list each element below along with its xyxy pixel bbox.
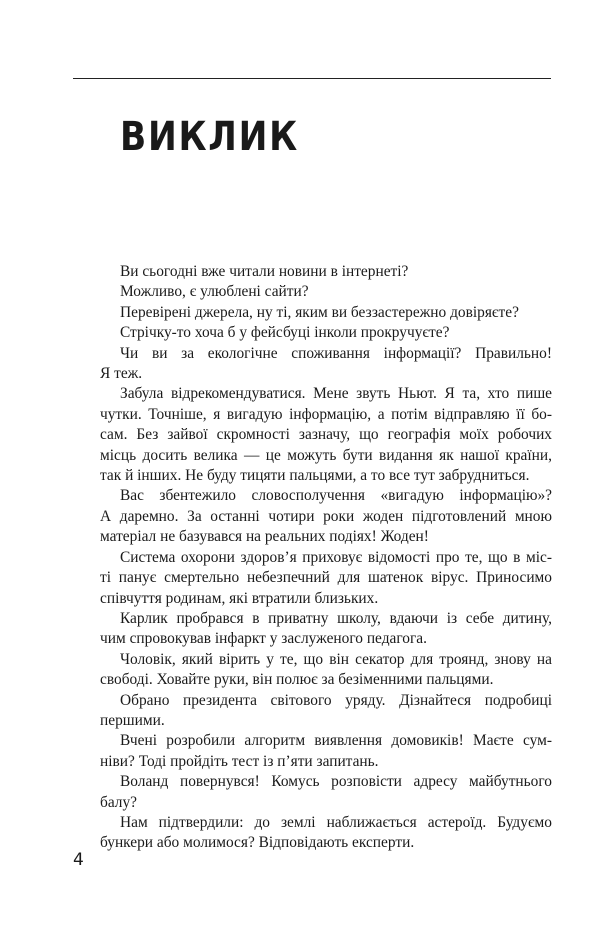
paragraph bbox=[100, 813, 552, 854]
chapter-title: ВИКЛИК bbox=[120, 114, 299, 160]
paragraph bbox=[100, 344, 552, 385]
text-line: свободі. Ховайте руки, він полює за безіменними пальцями. bbox=[100, 671, 494, 689]
text-line: співчуття родинам, які втратили близьких. bbox=[100, 589, 379, 607]
text-line: Перевірені джерела, ну ті, яким ви беззастережно довіряєте? bbox=[120, 303, 519, 321]
paragraph bbox=[100, 731, 552, 772]
paragraph bbox=[100, 548, 552, 609]
text-line: Вас збентежило словосполучення «вигадую інформацію»? bbox=[120, 487, 552, 505]
text-line: першими. bbox=[100, 711, 165, 729]
text-line: місць досить велика — це можуть бути видання як нашої країни, bbox=[100, 446, 552, 464]
paragraph bbox=[100, 772, 552, 813]
text-line: матеріал не базувався на реальних подіях! Жоден! bbox=[100, 528, 429, 546]
text-line: чим спровокував інфаркт у заслуженого педагога. bbox=[100, 630, 427, 648]
text-line: ті панує смертельно небезпечний для шатенок вірус. Приносимо bbox=[100, 569, 552, 587]
paragraph bbox=[120, 282, 552, 302]
paragraph bbox=[120, 323, 552, 343]
paragraph bbox=[100, 691, 552, 732]
text-line: А даремно. За останні чотири роки жоден підготовлений мною bbox=[100, 507, 552, 525]
paragraph bbox=[100, 609, 552, 650]
paragraph bbox=[120, 303, 552, 323]
text-line: Забула відрекомендуватися. Мене звуть Ньют. Я та, хто пише bbox=[120, 385, 552, 403]
text-line: Вчені розробили алгоритм виявлення домовиків! Маєте сум- bbox=[120, 732, 552, 750]
text-line: балу? bbox=[100, 793, 138, 811]
text-line: Обрано президента світового уряду. Дізнайтеся подробиці bbox=[120, 691, 552, 709]
text-line: ніви? Тоді пройдіть тест із п’яти запитань. bbox=[100, 752, 379, 770]
paragraph bbox=[100, 384, 552, 486]
paragraph bbox=[100, 650, 552, 691]
text-line: Можливо, є улюблені сайти? bbox=[120, 283, 309, 301]
top-rule bbox=[73, 78, 551, 79]
text-line: Карлик пробрався в приватну школу, вдаючи із себе дитину, bbox=[120, 609, 552, 627]
text-line: Я теж. bbox=[100, 365, 143, 383]
paragraph bbox=[120, 262, 552, 282]
paragraph bbox=[100, 486, 552, 547]
text-line: Чоловік, який вірить у те, що він секатор для троянд, знову на bbox=[120, 650, 552, 668]
text-line: так й інших. Не буду тицяти пальцями, а то все тут забрудниться. bbox=[100, 467, 530, 485]
text-line: сам. Без зайвої скромності зазначу, що географія моїх робочих bbox=[100, 426, 552, 444]
page-number: 4 bbox=[73, 850, 84, 870]
text-line: Ви сьогодні вже читали новини в інтернеті? bbox=[120, 263, 409, 280]
text-line: чутки. Точніше, я вигадую інформацію, а потім відправляю її бо- bbox=[100, 405, 552, 423]
text-line: бункери або молимося? Відповідають експерти. bbox=[100, 834, 415, 852]
text-line: Чи ви за екологічне споживання інформації? Правильно! bbox=[120, 344, 552, 362]
text-line: Нам підтвердили: до землі наближається астероїд. Будуємо bbox=[120, 813, 552, 831]
body-text bbox=[100, 262, 552, 854]
text-line: Воланд повернувся! Комусь розповісти адресу майбутнього bbox=[120, 773, 552, 791]
text-line: Стрічку-то хоча б у фейсбуці інколи прокручуєте? bbox=[120, 324, 450, 342]
text-line: Система охорони здоров’я приховує відомості про те, що в міс- bbox=[120, 548, 552, 566]
